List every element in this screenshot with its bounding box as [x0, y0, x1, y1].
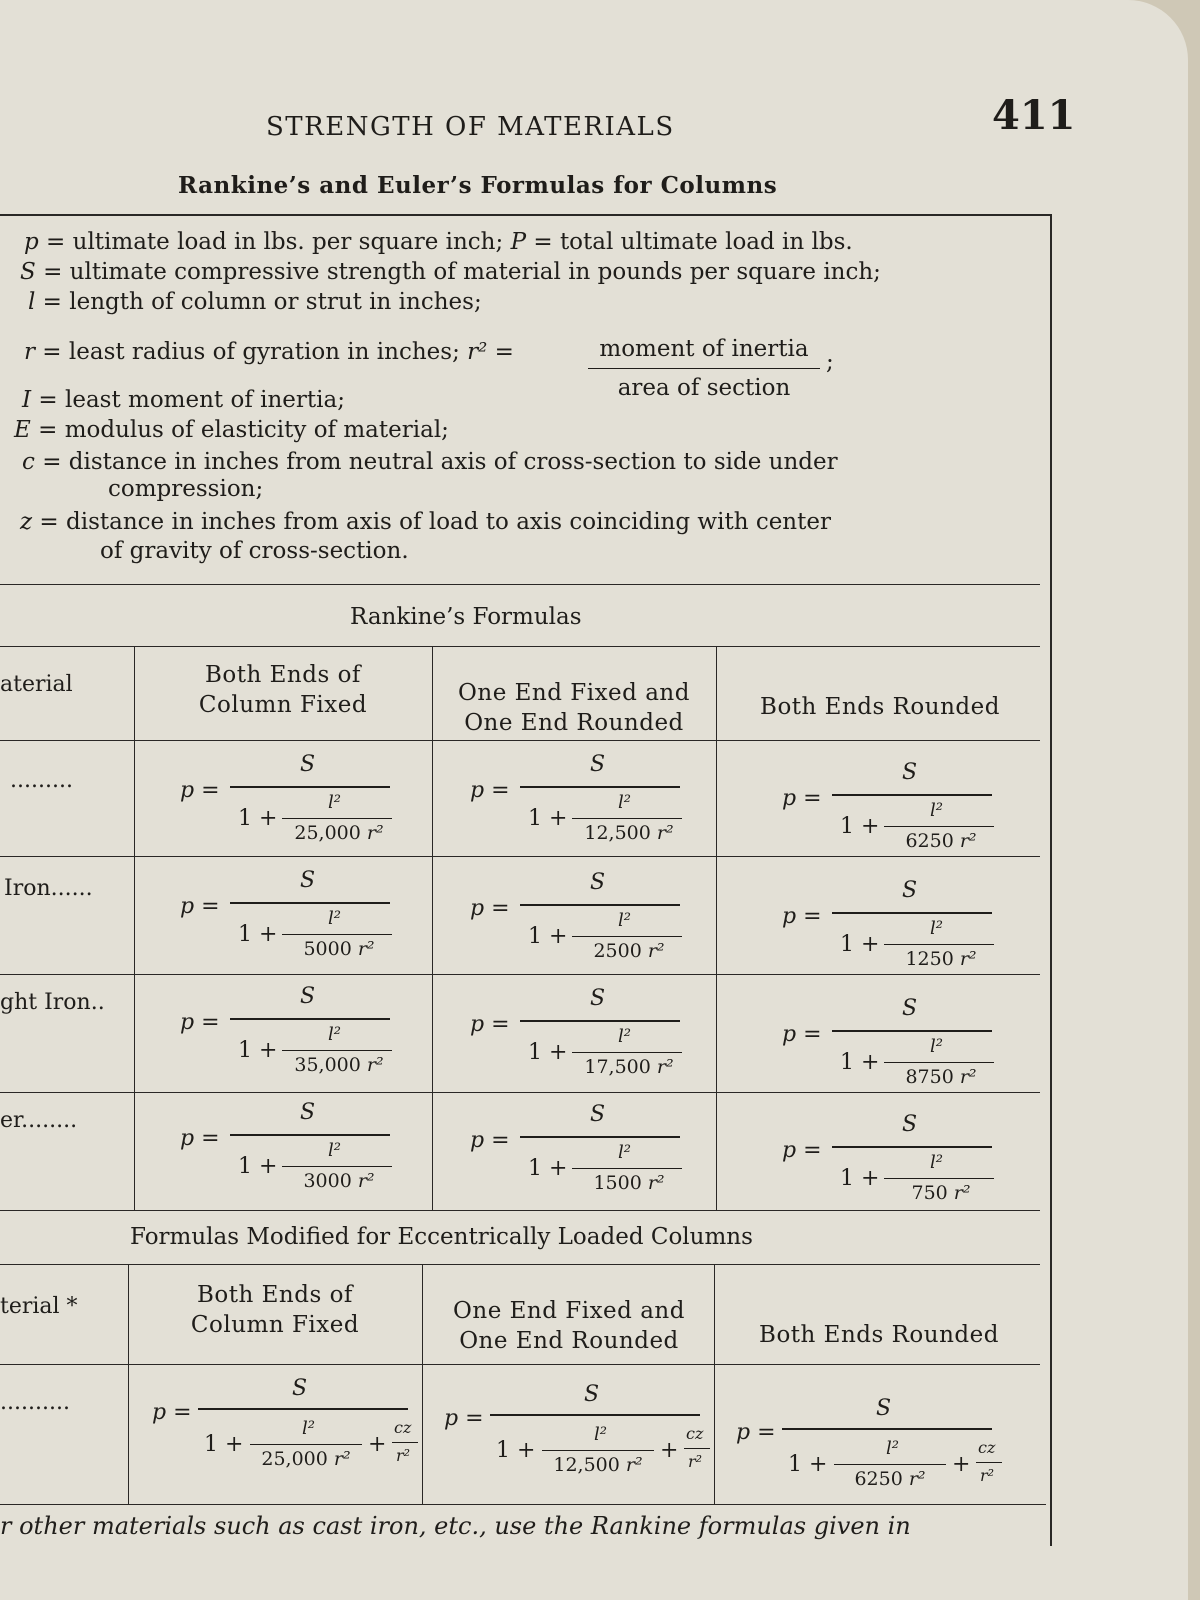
divider: [0, 1504, 1046, 1505]
formula: p = S 1 + l² 5000 r²: [150, 868, 410, 968]
formula: p = S 1 + l² 12,500 r²: [440, 752, 700, 852]
inertia-fraction: [588, 336, 820, 401]
column-rule: [432, 646, 433, 1210]
row-label: Iron......: [4, 876, 93, 901]
formula: p = S 1 + l² 25,000 r² + cz r²: [132, 1376, 422, 1476]
formula: p = S 1 + l² 25,000 r²: [150, 752, 410, 852]
header-both-rounded: Both Ends Rounded: [759, 1322, 999, 1348]
definition-z: z = distance in inches from axis of load to axis coinciding with center: [20, 509, 831, 535]
inertia-denominator: area of section: [617, 375, 791, 401]
formula: p = S 1 + l² 8750 r²: [752, 996, 1012, 1096]
material-header: terial *: [0, 1294, 78, 1319]
inertia-trail: ;: [826, 349, 834, 375]
divider: [0, 1364, 1040, 1365]
definition-c: c = distance in inches from neutral axis of cross-section to side under: [22, 449, 838, 475]
formula: p = S 1 + l² 1500 r²: [440, 1102, 700, 1202]
definition-e: E = modulus of elasticity of material;: [14, 417, 449, 443]
eccentric-title: Formulas Modified for Eccentrically Loaded Columns: [130, 1224, 753, 1250]
running-head: STRENGTH OF MATERIALS: [266, 112, 675, 142]
formula: p = S 1 + l² 17,500 r²: [440, 986, 700, 1086]
header-both-fixed: Both Ends of Column Fixed: [198, 662, 368, 718]
column-rule: [134, 646, 135, 1210]
formula: p = S 1 + l² 35,000 r²: [150, 984, 410, 1084]
definition-p: p = ultimate load in lbs. per square inch; P = total ultimate load in lbs.: [24, 229, 853, 255]
header-fixed-rounded: One End Fixed and One End Rounded: [458, 680, 690, 736]
table-title: Rankine’s and Euler’s Formulas for Columns: [178, 172, 778, 199]
definition-i: I = least moment of inertia;: [22, 387, 345, 413]
page-number: 411: [992, 92, 1076, 139]
formula: p = S 1 + l² 750 r²: [752, 1112, 1012, 1212]
divider: [0, 646, 1040, 647]
definition-z-cont: of gravity of cross-section.: [100, 538, 409, 564]
formula: p = S 1 + l² 6250 r² + cz r²: [716, 1396, 1006, 1496]
row-label: ..........: [0, 1390, 70, 1415]
column-rule: [716, 646, 717, 1210]
definition-c-cont: compression;: [108, 476, 264, 502]
row-label: ght Iron..: [0, 990, 105, 1015]
header-both-fixed: Both Ends of Column Fixed: [190, 1282, 360, 1338]
definition-l: l = length of column or strut in inches;: [28, 289, 482, 315]
column-rule: [128, 1264, 129, 1504]
row-label: .........: [10, 768, 73, 793]
row-label: er........: [0, 1108, 78, 1133]
rankine-title: Rankine’s Formulas: [350, 604, 582, 630]
column-rule: [714, 1264, 715, 1504]
divider: [0, 1264, 1040, 1265]
material-header: aterial: [0, 672, 73, 697]
formula: p = S 1 + l² 3000 r²: [150, 1100, 410, 1200]
definition-r: r = least radius of gyration in inches; r² =: [24, 339, 514, 365]
divider: [0, 740, 1040, 741]
footnote: r other materials such as cast iron, etc., use the Rankine formulas given in: [0, 1512, 911, 1540]
formula: p = S 1 + l² 2500 r²: [440, 870, 700, 970]
formula: p = S 1 + l² 1250 r²: [752, 878, 1012, 978]
divider: [0, 584, 1040, 585]
column-rule: [422, 1264, 423, 1504]
formula: p = S 1 + l² 6250 r²: [752, 760, 1012, 860]
inertia-numerator: moment of inertia: [588, 336, 820, 369]
header-both-rounded: Both Ends Rounded: [760, 694, 1000, 720]
formula: p = S 1 + l² 12,500 r² + cz r²: [424, 1382, 714, 1482]
definition-s: S = ultimate compressive strength of material in pounds per square inch;: [20, 259, 881, 285]
header-fixed-rounded: One End Fixed and One End Rounded: [453, 1298, 685, 1354]
